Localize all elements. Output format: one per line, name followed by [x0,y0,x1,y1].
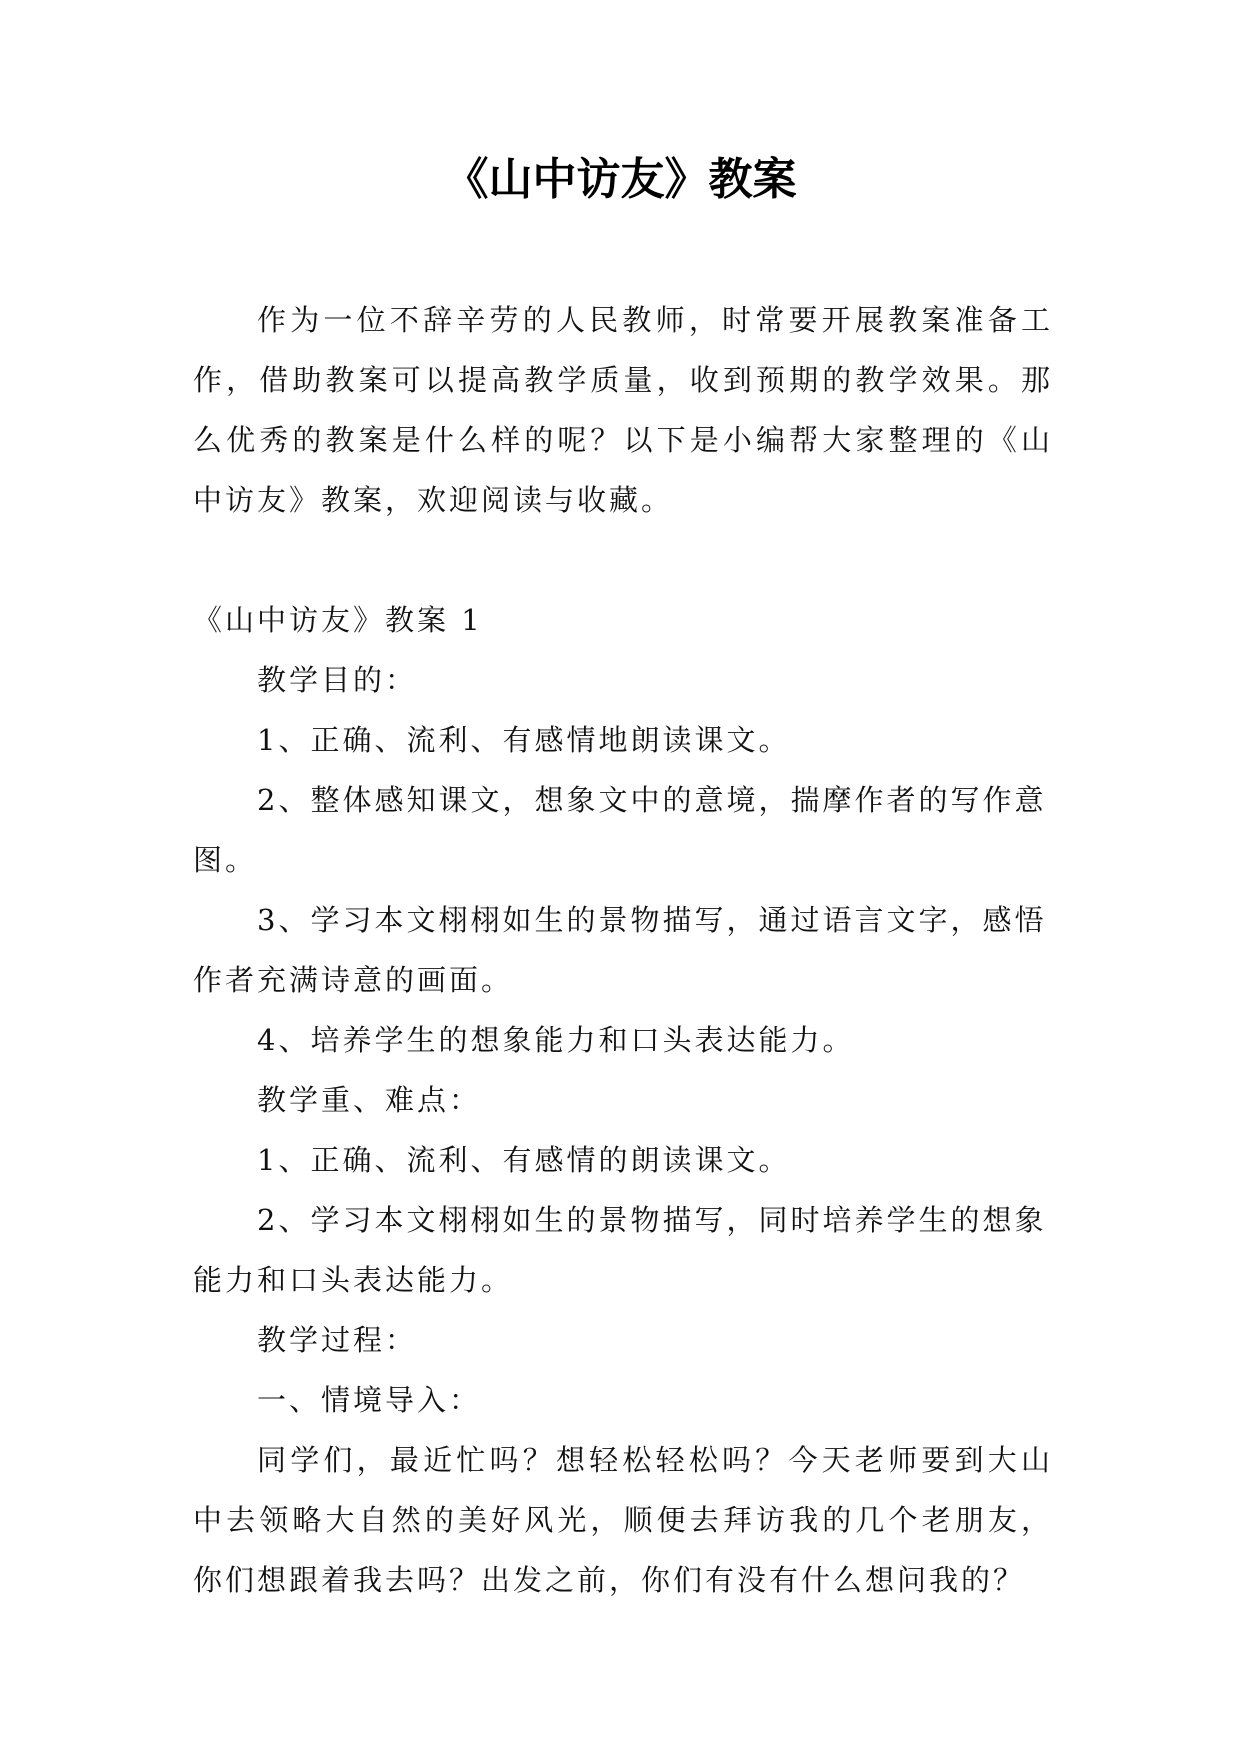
paragraph: 2、整体感知课文，想象文中的意境，揣摩作者的写作意图。 [193,783,1047,877]
paragraph: 3、学习本文栩栩如生的景物描写，通过语言文字，感悟作者充满诗意的画面。 [193,903,1047,997]
paragraph: 教学过程： [257,1323,418,1357]
document-body [193,290,1053,1610]
document-title: 《山中访友》教案 [444,154,797,205]
paragraph: 同学们，最近忙吗？想轻松轻松吗？今天老师要到大山中去领略大自然的美好风光，顺便去拜访我的几个老朋友，你们想跟着我去吗？出发之前，你们有没有什么想问我的？ [193,1443,1053,1597]
section-heading: 《山中访友》教案 1 [193,603,483,637]
paragraph: 2、学习本文栩栩如生的景物描写，同时培养学生的想象能力和口头表达能力。 [193,1203,1047,1297]
intro-paragraph: 作为一位不辞辛劳的人民教师，时常要开展教案准备工作，借助教案可以提高教学质量，收到预期的教学效果。那么优秀的教案是什么样的呢？以下是小编帮大家整理的《山中访友》教案，欢迎阅读与收藏。 [193,303,1053,517]
paragraph: 教学目的： [257,663,418,697]
paragraph: 4、培养学生的想象能力和口头表达能力。 [257,1023,855,1057]
paragraph: 1、正确、流利、有感情地朗读课文。 [257,723,791,757]
paragraph: 1、正确、流利、有感情的朗读课文。 [257,1143,791,1177]
paragraph: 教学重、难点： [257,1083,482,1117]
paragraph: 一、情境导入： [257,1383,482,1417]
